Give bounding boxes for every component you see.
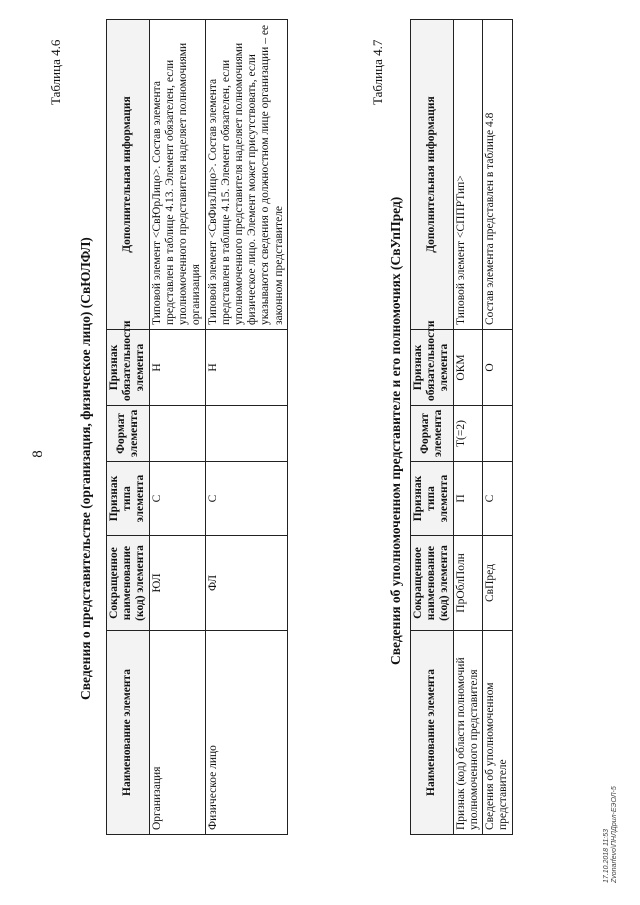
table-1-title: Сведения о представительстве (организация, физическое лицо) (СвЮЛФЛ) xyxy=(78,237,93,700)
table-1-header-name: Наименование элемента xyxy=(107,631,150,835)
cell-type: С xyxy=(149,462,205,536)
cell-code: ПрОблПолн xyxy=(453,536,482,631)
cell-type: С xyxy=(483,462,512,536)
table-2-header-type: Признак типа элемента xyxy=(411,462,454,536)
table-1-header-required: Признак обязательности элемента xyxy=(107,330,150,406)
cell-name: Организация xyxy=(149,631,205,835)
cell-name: Физическое лицо xyxy=(205,631,287,835)
table-1-header-type: Признак типа элемента xyxy=(107,462,150,536)
table-1-header-code: Сокращенное наименование (код) элемента xyxy=(107,536,150,631)
table-1-header-format: Формат элемента xyxy=(107,406,150,462)
table-row xyxy=(483,20,512,835)
footer-stamp-date: 17.10.2018 11:53 xyxy=(603,829,610,883)
cell-format: T(=2) xyxy=(453,406,482,462)
cell-info: Типовой элемент <СППРТип> xyxy=(453,20,482,330)
cell-code: СвПред xyxy=(483,536,512,631)
cell-format xyxy=(205,406,287,462)
cell-name: Признак (код) области полномочий уполномоченного представителя xyxy=(453,631,482,835)
table-2-header-name: Наименование элемента xyxy=(411,631,454,835)
cell-required: Н xyxy=(149,330,205,406)
table-2-header-info: Дополнительная информация xyxy=(411,20,454,330)
table-row xyxy=(453,20,482,835)
cell-required: О xyxy=(483,330,512,406)
table-1-header-row xyxy=(107,20,150,835)
footer-stamp-path: Zvonarfevo\ПНЛДрил-ЕЭОЛ-5 xyxy=(611,786,619,883)
cell-code: ФЛ xyxy=(205,536,287,631)
table-1 xyxy=(106,19,288,835)
table-2-header-format: Формат элемента xyxy=(411,406,454,462)
table-1-label: Таблица 4.6 xyxy=(48,39,63,105)
table-row xyxy=(205,20,287,835)
cell-info: Состав элемента представлен в таблице 4.8 xyxy=(483,20,512,330)
cell-info: Типовой элемент <СвЮрЛицо>. Состав элемента представлен в таблице 4.13. Элемент обязателен, если уполномоченного представителя наделяет полномочиями организация xyxy=(149,20,205,330)
cell-required: Н xyxy=(205,330,287,406)
table-row xyxy=(149,20,205,835)
cell-name: Сведения об уполномоченном представителе xyxy=(483,631,512,835)
cell-type: С xyxy=(205,462,287,536)
table-2-label: Таблица 4.7 xyxy=(370,39,385,105)
table-2-header-required: Признак обязательности элемента xyxy=(411,330,454,406)
cell-info: Типовой элемент <СвФизЛицо>. Состав элемента представлен в таблице 4.15. Элемент обязателен, если уполномоченного представителя наделяет полномочиями физическое лицо. Элемент может присутствовать, если указываются сведения о должностном лице организации – ее законном представителе xyxy=(205,20,287,330)
table-2-header-row xyxy=(411,20,454,835)
cell-format xyxy=(149,406,205,462)
table-2-header-code: Сокращенное наименование (код) элемента xyxy=(411,536,454,631)
page-number: 8 xyxy=(30,450,46,458)
cell-code: ЮЛ xyxy=(149,536,205,631)
table-1-header-info: Дополнительная информация xyxy=(107,20,150,330)
table-2 xyxy=(410,19,513,835)
cell-type: П xyxy=(453,462,482,536)
footer-stamp xyxy=(603,786,620,883)
cell-format xyxy=(483,406,512,462)
cell-required: ОКМ xyxy=(453,330,482,406)
table-2-title: Сведения об уполномоченном представителе и его полномочиях (СвУпПред) xyxy=(388,196,403,665)
